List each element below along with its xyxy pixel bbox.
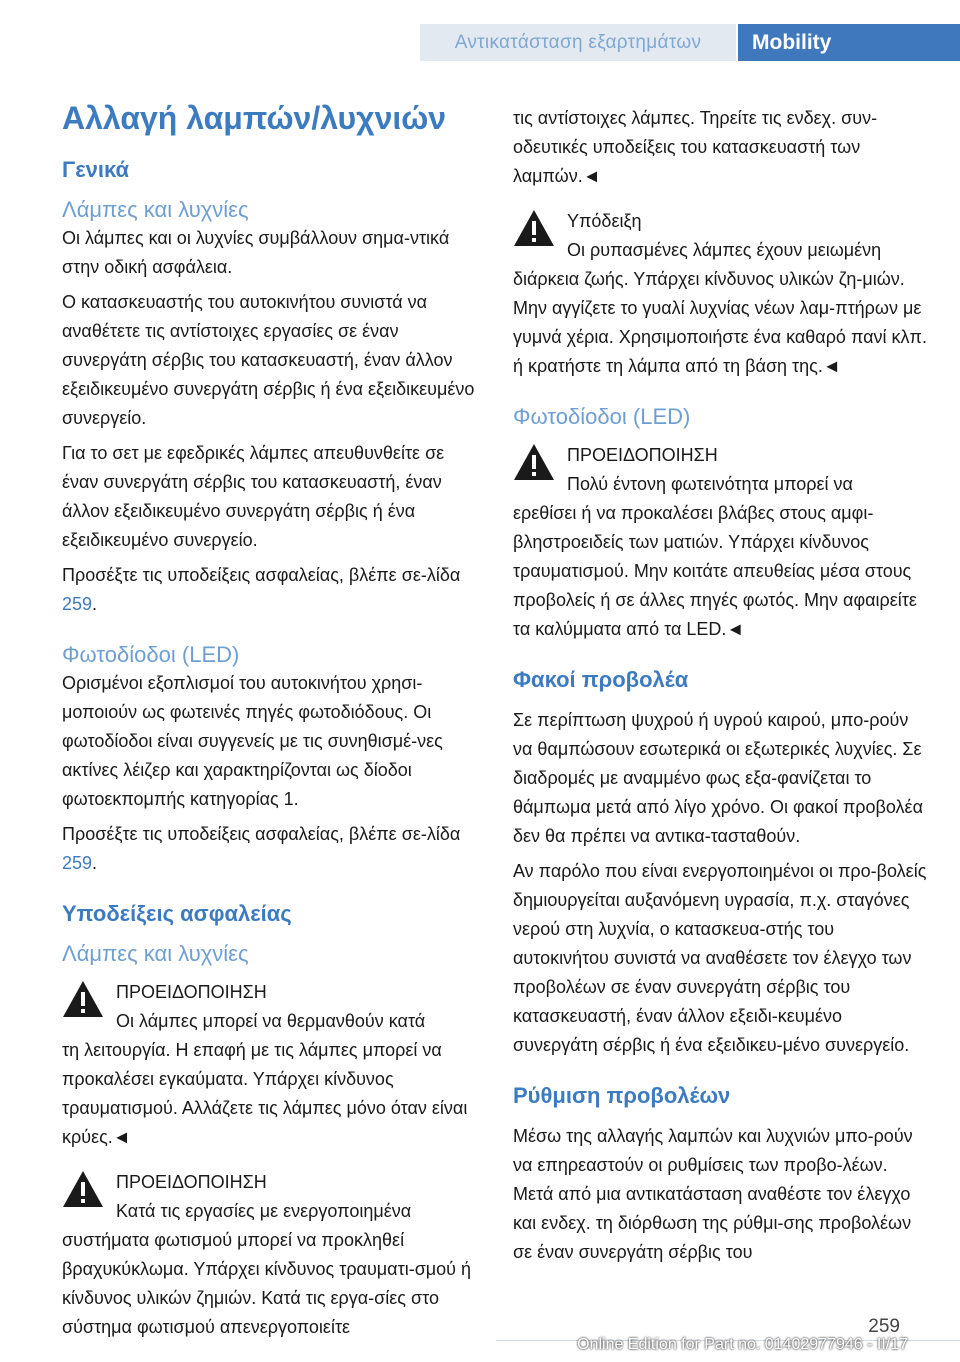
- paragraph: Σε περίπτωση ψυχρού ή υγρού καιρού, μπο-ρούν να θαμπώσουν εσωτερικά οι εξωτερικές λυχνίες. Σε διαδρομές με αναμμένο φως εξα-φανίζεται το θάμπωμα μετά από λίγο χρόνο. Οι φακοί προβολέα δεν θα πρέπει να αντικα-τασταθούν.: [513, 710, 923, 846]
- paragraph: Για το σετ με εφεδρικές λάμπες απευθυνθείτε σε έναν συνεργάτη σέρβις του κατασκευαστή, έναν άλλον εξειδικευμένο συνεργάτη σέρβις ή ένα εξειδικευμένο συνεργείο.: [62, 443, 445, 550]
- left-column: [62, 92, 480, 1348]
- heading-led: Φωτοδίοδοι (LED): [513, 404, 691, 429]
- warning-title: ΠΡΟΕΙΔΟΠΟΙΗΣΗ: [116, 1172, 267, 1192]
- warning-block: [62, 978, 480, 1152]
- paragraph-safety-ref: [62, 820, 480, 878]
- heading-lamps: Λάμπες και λυχνίες: [62, 941, 249, 966]
- ref-text: Προσέξτε τις υποδείξεις ασφαλείας, βλέπε σε-λίδα: [62, 824, 461, 844]
- paragraph: Ορισμένοι εξοπλισμοί του αυτοκινήτου χρησι-μοποιούν ως φωτεινές πηγές φωτοδιόδους. Οι φωτοδίοδοι είναι συγγενείς με τις συνηθισμέ-νες ακτίνες λέιζερ και χαρακτηρίζονται ως δίοδοι φωτοεκπομπής κατηγορίας 1.: [62, 673, 443, 809]
- heading-lamps: Λάμπες και λυχνίες: [62, 197, 249, 222]
- heading-headlight-adjust: Ρύθμιση προβολέων: [513, 1083, 731, 1108]
- heading-general: Γενικά: [62, 157, 130, 182]
- warning-title: ΠΡΟΕΙΔΟΠΟΙΗΣΗ: [116, 982, 267, 1002]
- ref-end: .: [92, 594, 98, 614]
- paragraph: Μέσω της αλλαγής λαμπών και λυχνιών μπο-ρούν να επηρεαστούν οι ρυθμίσεις των προβο-λέων. Μετά από μια αντικατάσταση αναθέστε τον έλεγχο και ενδεχ. τη διόρθωση της ρύθμι-σης προβολέων σε έναν συνεργάτη σέρβις του: [513, 1126, 913, 1262]
- note-text: διάρκεια ζωής. Υπάρχει κίνδυνος υλικών ζη-μιών. Μην αγγίζετε το γυαλί λυχνίας νέων λαμ-πτήρων με γυμνά χέρια. Χρησιμοποιήστε ένα καθαρό πανί κλπ. ή κρατήστε τη λάμπα από τη βάση της.◄: [513, 269, 927, 376]
- page-number: 259: [868, 1316, 900, 1337]
- ref-end: .: [92, 853, 98, 873]
- footer-edition: Online Edition for Part no. 01402977946 - II/17: [577, 1336, 908, 1353]
- warning-block: [62, 1168, 480, 1342]
- heading-led: Φωτοδίοδοι (LED): [62, 642, 240, 667]
- warning-first-line: Κατά τις εργασίες με ενεργοποιημένα: [116, 1201, 412, 1221]
- paragraph: Οι λάμπες και οι λυχνίες συμβάλλουν σημα-ντικά στην οδική ασφάλεια.: [62, 228, 450, 277]
- page-title: Αλλαγή λαμπών/λυχνιών: [62, 100, 447, 136]
- warning-block: [513, 441, 931, 644]
- ref-text: Προσέξτε τις υποδείξεις ασφαλείας, βλέπε σε-λίδα: [62, 565, 461, 585]
- header-section-title: Αντικατάσταση εξαρτημάτων: [420, 24, 736, 61]
- note-block: [513, 207, 931, 381]
- warning-text: ερεθίσει ή να προκαλέσει βλάβες στους αμφι-βληστροειδείς των ματιών. Υπάρχει κίνδυνος τραυματισμού. Μην κοιτάτε απευθείας μέσα στους προβολείς ή σε άλλες πηγές φωτός. Μην αφαιρείτε τα καλύμματα από τα LED.◄: [513, 503, 917, 639]
- header-chapter-tab: Mobility: [738, 24, 960, 61]
- warning-text: συστήματα φωτισμού μπορεί να προκληθεί βραχυκύκλωμα. Υπάρχει κίνδυνος τραυματι-σμού ή κίνδυνος υλικών ζημιών. Κατά τις εργα-σίες στο σύστημα φωτισμού απενεργοποιείτε: [62, 1230, 472, 1337]
- paragraph: Αν παρόλο που είναι ενεργοποιημένοι οι προ-βολείς δημιουργείται αυξανόμενη υγρασία, π.χ. σταγόνες νερού στη λυχνία, ο κατασκευα-στής του αυτοκινήτου συνιστά να αναθέσετε τον έλεγχο των προβολέων σε έναν συνεργάτη σέρβις του κατασκευαστή, έναν άλλον εξειδι-κευμένο συνεργάτη σέρβις ή ένα εξειδικευ-μένο συνεργείο.: [513, 861, 927, 1055]
- warning-first-line: Οι λάμπες μπορεί να θερμανθούν κατά: [116, 1011, 426, 1031]
- page-link[interactable]: 259: [62, 853, 93, 873]
- paragraph-safety-ref: [62, 561, 480, 619]
- warning-triangle-icon: [513, 209, 555, 247]
- warning-triangle-icon: [62, 1170, 104, 1208]
- heading-safety: Υποδείξεις ασφαλείας: [62, 901, 292, 926]
- paragraph: Ο κατασκευαστής του αυτοκινήτου συνιστά να αναθέτετε τις αντίστοιχες εργασίες σε έναν συνεργάτη σέρβις του κατασκευαστή, έναν άλλον εξειδικευμένο συνεργάτη σέρβις ή ένα εξειδικευμένο συνεργείο.: [62, 292, 475, 428]
- paragraph-continued: τις αντίστοιχες λάμπες. Τηρείτε τις ενδεχ. συν-οδευτικές υποδείξεις του κατασκευαστή των λαμπών.◄: [513, 108, 878, 186]
- warning-title: ΠΡΟΕΙΔΟΠΟΙΗΣΗ: [567, 445, 718, 465]
- right-column: [513, 104, 931, 1273]
- warning-triangle-icon: [513, 443, 555, 481]
- note-first-line: Οι ρυπασμένες λάμπες έχουν μειωμένη: [567, 240, 882, 260]
- heading-lens: Φακοί προβολέα: [513, 667, 689, 692]
- warning-text: τη λειτουργία. Η επαφή με τις λάμπες μπορεί να προκαλέσει εγκαύματα. Υπάρχει κίνδυνος τραυματισμού. Αλλάζετε τις λάμπες μόνο όταν είναι κρύες.◄: [62, 1040, 468, 1147]
- warning-triangle-icon: [62, 980, 104, 1018]
- warning-first-line: Πολύ έντονη φωτεινότητα μπορεί να: [567, 474, 853, 494]
- page-link[interactable]: 259: [62, 594, 93, 614]
- note-title: Υπόδειξη: [567, 211, 642, 231]
- page-header: [0, 0, 960, 86]
